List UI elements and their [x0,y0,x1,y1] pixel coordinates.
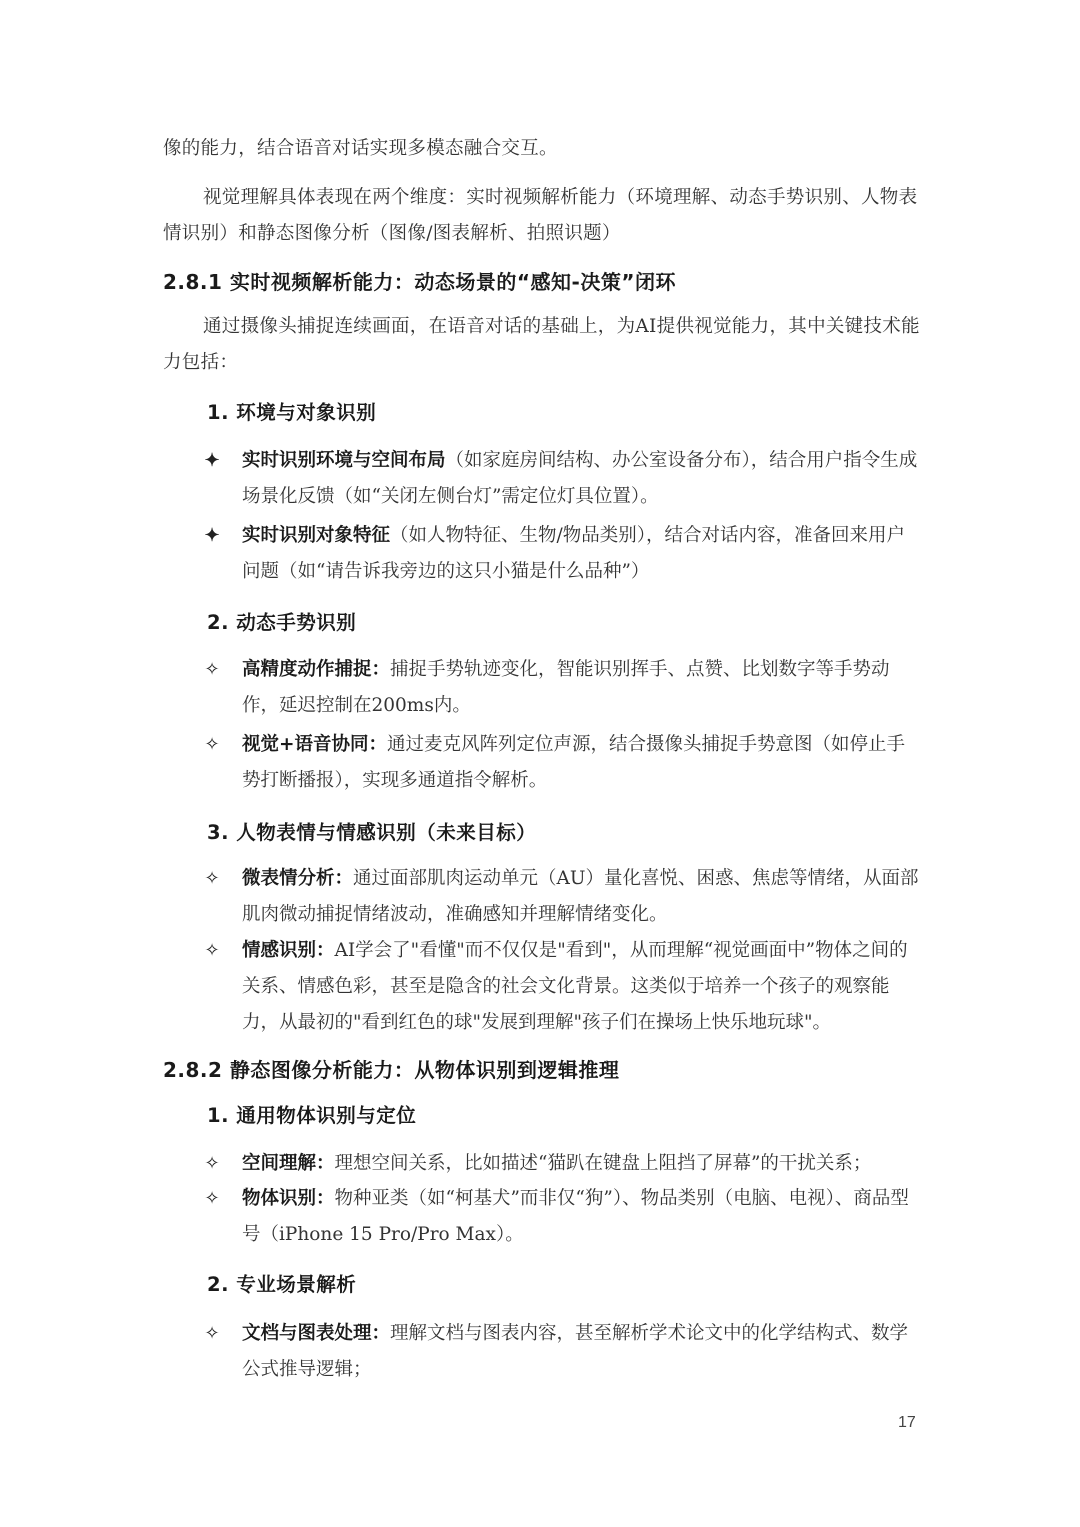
page-number: 17 [898,1414,916,1431]
section-heading-2-8-1: 2.8.1 实时视频解析能力：动态场景的“感知-决策”闭环 [163,270,676,294]
bullet-lead: 文档与图表处理： [242,1323,391,1344]
bullet-item [200,443,920,515]
bullet-text: 物种亚类（如“柯基犬”而非仅“狗”）、物品类别（电脑、电视）、商品型号（iPhone 15 Pro/Pro Max）。 [242,1188,909,1245]
diamond-outline-icon: ✧ [204,868,220,889]
section-heading-2-8-2: 2.8.2 静态图像分析能力：从物体识别到逻辑推理 [163,1058,620,1082]
bullet-text: （如家庭房间结构、办公室设备分布），结合用户指令生成场景化反馈（如“关闭左侧台灯”需定位灯具位置）。 [242,450,918,507]
bullet-lead: 视觉+语音协同： [242,734,388,755]
bullet-item [200,1146,920,1182]
bullet-text: 理想空间关系，比如描述“猫趴在键盘上阻挡了屏幕”的干扰关系； [334,1153,872,1174]
subsection-heading-object-recognition: 1. 通用物体识别与定位 [207,1104,417,1127]
bullet-item [200,933,920,1041]
bullet-text: 理解文档与图表内容，甚至解析学术论文中的化学结构式、数学公式推导逻辑； [242,1323,909,1380]
bullet-lead: 空间理解： [242,1153,335,1174]
bullet-text: （如人物特征、生物/物品类别），结合对话内容，准备回来用户问题（如“请告诉我旁边的这只小猫是什么品种”） [242,525,906,582]
diamond-outline-icon: ✧ [204,659,220,680]
bullet-text: AI学会了"看懂"而不仅仅是"看到"，从而理解“视觉画面中”物体之间的关系、情感色彩，甚至是隐含的社会文化背景。这类似于培养一个孩子的观察能力，从最初的"看到红色的球"发展到理解"孩子们在操场上快乐地玩球"。 [242,940,908,1033]
diamond-outline-icon: ✧ [204,1323,220,1344]
bullet-item [200,518,920,590]
bullet-text: 捕捉手势轨迹变化，智能识别挥手、点赞、比划数字等手势动作，延迟控制在200ms内。 [242,659,890,716]
bullet-lead: 实时识别对象特征 [242,525,391,546]
bullet-item [200,1316,920,1388]
bullet-lead: 微表情分析： [242,868,354,889]
subsection-heading-gesture: 2. 动态手势识别 [207,611,357,634]
bullet-lead: 物体识别： [242,1188,335,1209]
diamond-outline-icon: ✧ [204,1153,220,1174]
subsection-heading-emotion: 3. 人物表情与情感识别（未来目标） [207,821,537,844]
bullet-lead: 实时识别环境与空间布局 [242,450,446,471]
intro-paragraph: 视觉理解具体表现在两个维度：实时视频解析能力（环境理解、动态手势识别、人物表情识别）和静态图像分析（图像/图表解析、拍照识题） [163,187,918,244]
bullet-text: 通过麦克风阵列定位声源，结合摄像头捕捉手势意图（如停止手势打断播报），实现多通道指令解析。 [242,734,906,791]
intro-tail-text: 像的能力，结合语音对话实现多模态融合交互。 [163,138,558,159]
diamond-star-icon: ✦ [204,525,220,546]
bullet-item [200,652,920,724]
bullet-text: 通过面部肌肉运动单元（AU）量化喜悦、困惑、焦虑等情绪，从面部肌肉微动捕捉情绪波动，准确感知并理解情绪变化。 [242,868,919,925]
subsection-heading-env-recognition: 1. 环境与对象识别 [207,401,377,424]
bullet-lead: 情感识别： [242,940,335,961]
diamond-star-icon: ✦ [204,450,220,471]
bullet-item [200,1181,920,1253]
diamond-outline-icon: ✧ [204,1188,220,1209]
diamond-outline-icon: ✧ [204,940,220,961]
bullet-lead: 高精度动作捕捉： [242,659,391,680]
section-2-8-1-paragraph: 通过摄像头捕捉连续画面，在语音对话的基础上，为AI提供视觉能力，其中关键技术能力包括： [163,316,920,373]
bullet-item [200,727,920,799]
bullet-item [200,861,920,933]
subsection-heading-professional: 2. 专业场景解析 [207,1273,357,1296]
diamond-outline-icon: ✧ [204,734,220,755]
